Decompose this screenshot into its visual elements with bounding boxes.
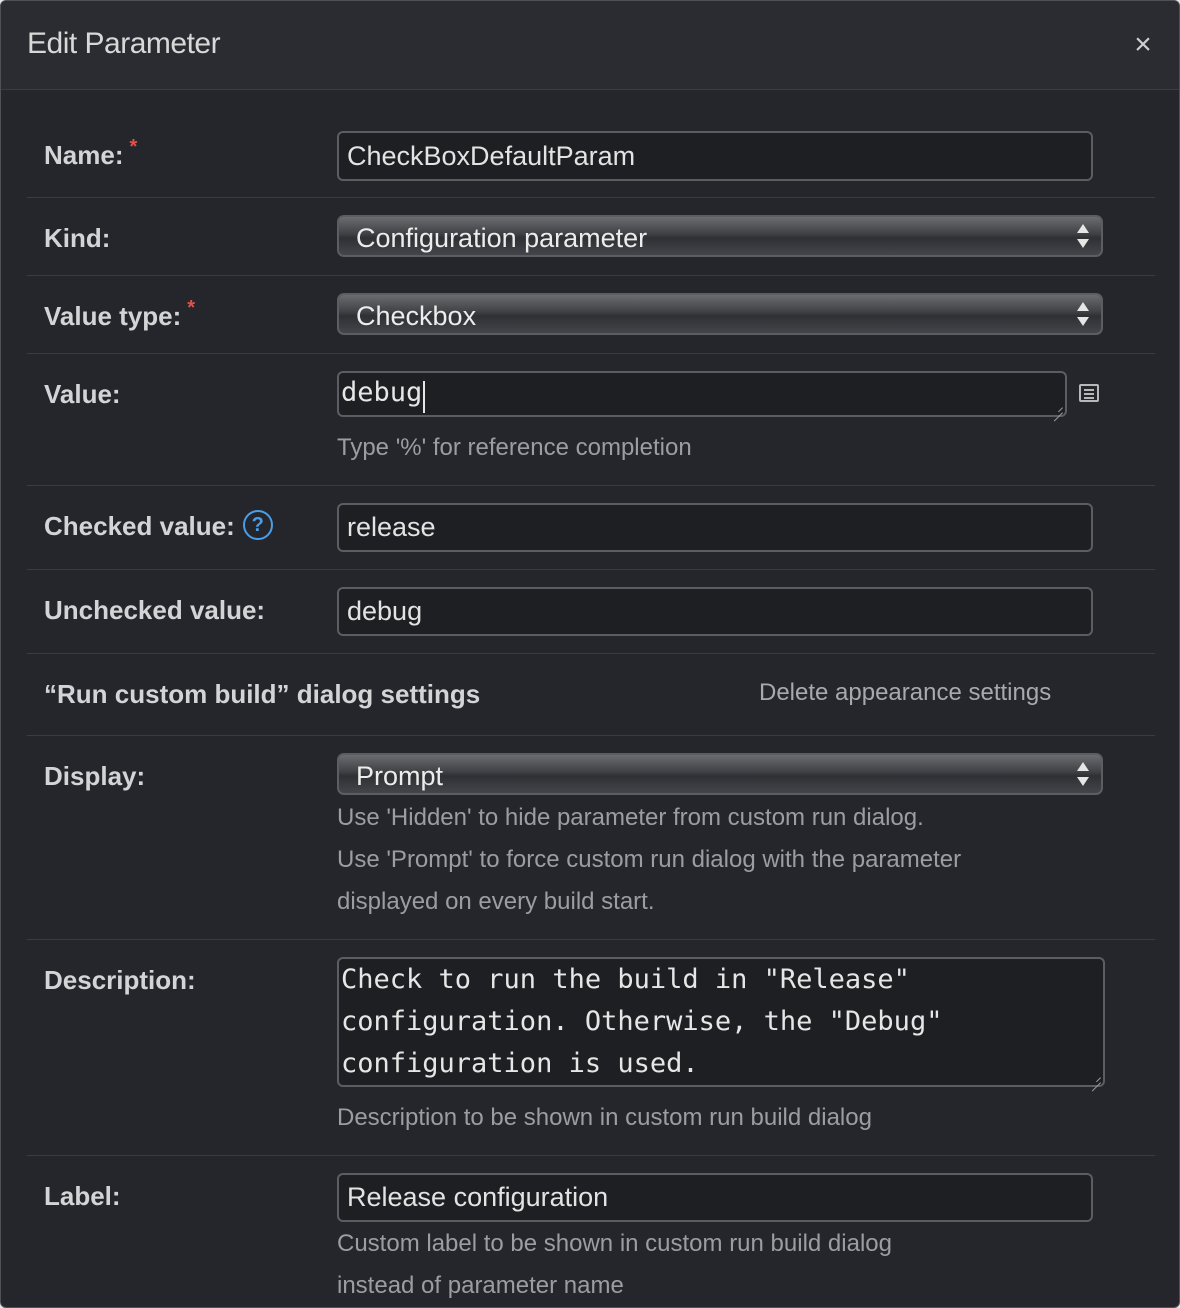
dialog-title: Edit Parameter [27, 27, 221, 60]
value-textarea[interactable] [337, 371, 1067, 417]
value-text: debug [341, 377, 423, 408]
close-icon[interactable]: × [1134, 28, 1152, 61]
unchecked-value-input[interactable]: debug [337, 587, 1093, 636]
list-icon[interactable] [1079, 384, 1099, 402]
value-type-label: Value type: * [44, 297, 196, 331]
label-label: Label: [44, 1181, 121, 1211]
divider [27, 653, 1155, 654]
display-label: Display: [44, 761, 146, 791]
value-type-select-value: Checkbox [356, 301, 477, 331]
kind-select-value: Configuration parameter [356, 223, 648, 253]
divider [27, 569, 1155, 570]
run-custom-build-heading: “Run custom build” dialog settings [44, 679, 481, 709]
description-hint: Description to be shown in custom run build dialog [337, 1104, 872, 1131]
checked-value-input[interactable]: release [337, 503, 1093, 552]
kind-label: Kind: [44, 223, 111, 253]
display-select[interactable] [337, 753, 1103, 795]
divider [27, 1155, 1155, 1156]
kind-select[interactable] [337, 215, 1103, 257]
divider [27, 735, 1155, 736]
value-label: Value: [44, 379, 121, 409]
delete-appearance-settings-link[interactable]: Delete appearance settings [759, 679, 1052, 706]
divider [27, 939, 1155, 940]
divider [27, 197, 1155, 198]
select-arrows-icon [1077, 222, 1089, 252]
description-line: Check to run the build in "Release" [341, 964, 910, 995]
unchecked-value-label: Unchecked value: [44, 595, 266, 625]
display-hint-line: displayed on every build start. [337, 888, 655, 915]
label-input[interactable]: Release configuration [337, 1173, 1093, 1222]
checked-value-label: Checked value: ? [44, 511, 273, 543]
required-marker: * [129, 136, 138, 158]
display-select-value: Prompt [356, 761, 444, 791]
dialog-header [1, 1, 1179, 90]
label-hint-line: instead of parameter name [337, 1272, 624, 1299]
description-textarea[interactable] [337, 957, 1105, 1087]
select-arrows-icon [1077, 300, 1089, 330]
divider [27, 275, 1155, 276]
resize-handle-icon[interactable] [1089, 1071, 1101, 1083]
text-caret [423, 381, 425, 413]
label-hint-line: Custom label to be shown in custom run build dialog [337, 1230, 892, 1257]
description-line: configuration is used. [341, 1048, 699, 1079]
divider [27, 485, 1155, 486]
help-icon[interactable]: ? [243, 510, 273, 540]
divider [27, 353, 1155, 354]
display-hint-line: Use 'Prompt' to force custom run dialog with the parameter [337, 846, 962, 873]
value-hint: Type '%' for reference completion [337, 434, 692, 461]
display-hint-line: Use 'Hidden' to hide parameter from custom run dialog. [337, 804, 924, 831]
required-marker: * [187, 297, 196, 319]
name-label: Name: * [44, 136, 138, 170]
resize-handle-icon[interactable] [1051, 401, 1063, 413]
value-type-select[interactable] [337, 293, 1103, 335]
name-input[interactable]: CheckBoxDefaultParam [337, 131, 1093, 181]
description-label: Description: [44, 965, 196, 995]
description-line: configuration. Otherwise, the "Debug" [341, 1006, 943, 1037]
select-arrows-icon [1077, 760, 1089, 790]
